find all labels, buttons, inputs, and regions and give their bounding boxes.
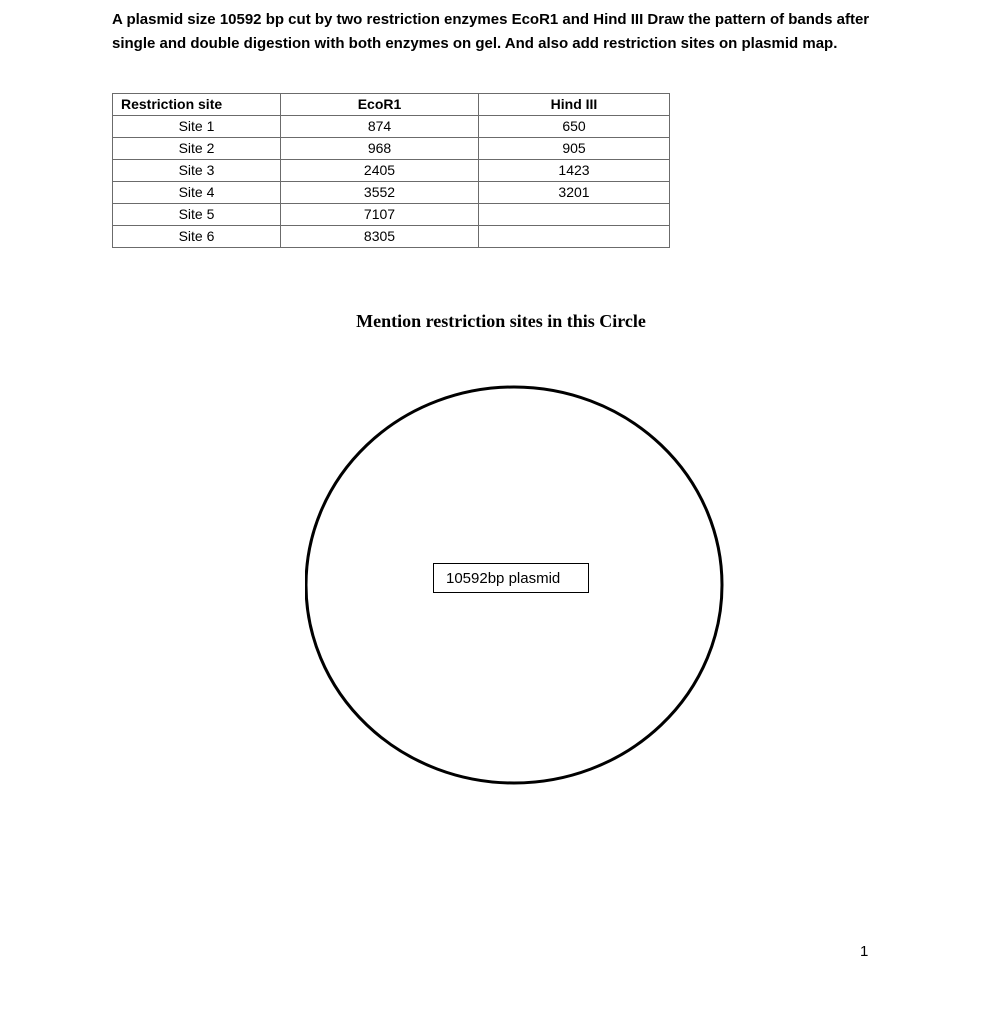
site-name: Site 6 [113, 226, 281, 248]
ecor1-position: 2405 [281, 160, 479, 182]
site-name: Site 4 [113, 182, 281, 204]
table-row [113, 182, 670, 204]
table-header-row [113, 94, 670, 116]
site-name: Site 3 [113, 160, 281, 182]
site-name: Site 1 [113, 116, 281, 138]
restriction-sites-table [112, 93, 670, 248]
hind-iii-position: 1423 [479, 160, 670, 182]
table-row [113, 138, 670, 160]
header-ecor1: EcoR1 [281, 94, 479, 116]
header-restriction-site: Restriction site [113, 94, 281, 116]
table-row [113, 160, 670, 182]
ecor1-position: 8305 [281, 226, 479, 248]
site-name: Site 2 [113, 138, 281, 160]
table-row [113, 116, 670, 138]
hind-iii-position: 3201 [479, 182, 670, 204]
map-heading: Mention restriction sites in this Circle [356, 311, 646, 331]
table-row [113, 226, 670, 248]
hind-iii-position [479, 204, 670, 226]
ecor1-position: 874 [281, 116, 479, 138]
ecor1-position: 3552 [281, 182, 479, 204]
hind-iii-position [479, 226, 670, 248]
site-name: Site 5 [113, 204, 281, 226]
plasmid-label: 10592bp plasmid [433, 563, 589, 593]
ecor1-position: 968 [281, 138, 479, 160]
question-text: A plasmid size 10592 bp cut by two restriction enzymes EcoR1 and Hind III Draw the pattern of bands after single and double digestion with both enzymes on gel. And also add restriction sites on plasmid map. [112, 11, 870, 52]
hind-iii-position: 650 [479, 116, 670, 138]
ecor1-position: 7107 [281, 204, 479, 226]
hind-iii-position: 905 [479, 138, 670, 160]
page-number: 1 [860, 943, 869, 960]
header-hind-iii: Hind III [479, 94, 670, 116]
table-row [113, 204, 670, 226]
